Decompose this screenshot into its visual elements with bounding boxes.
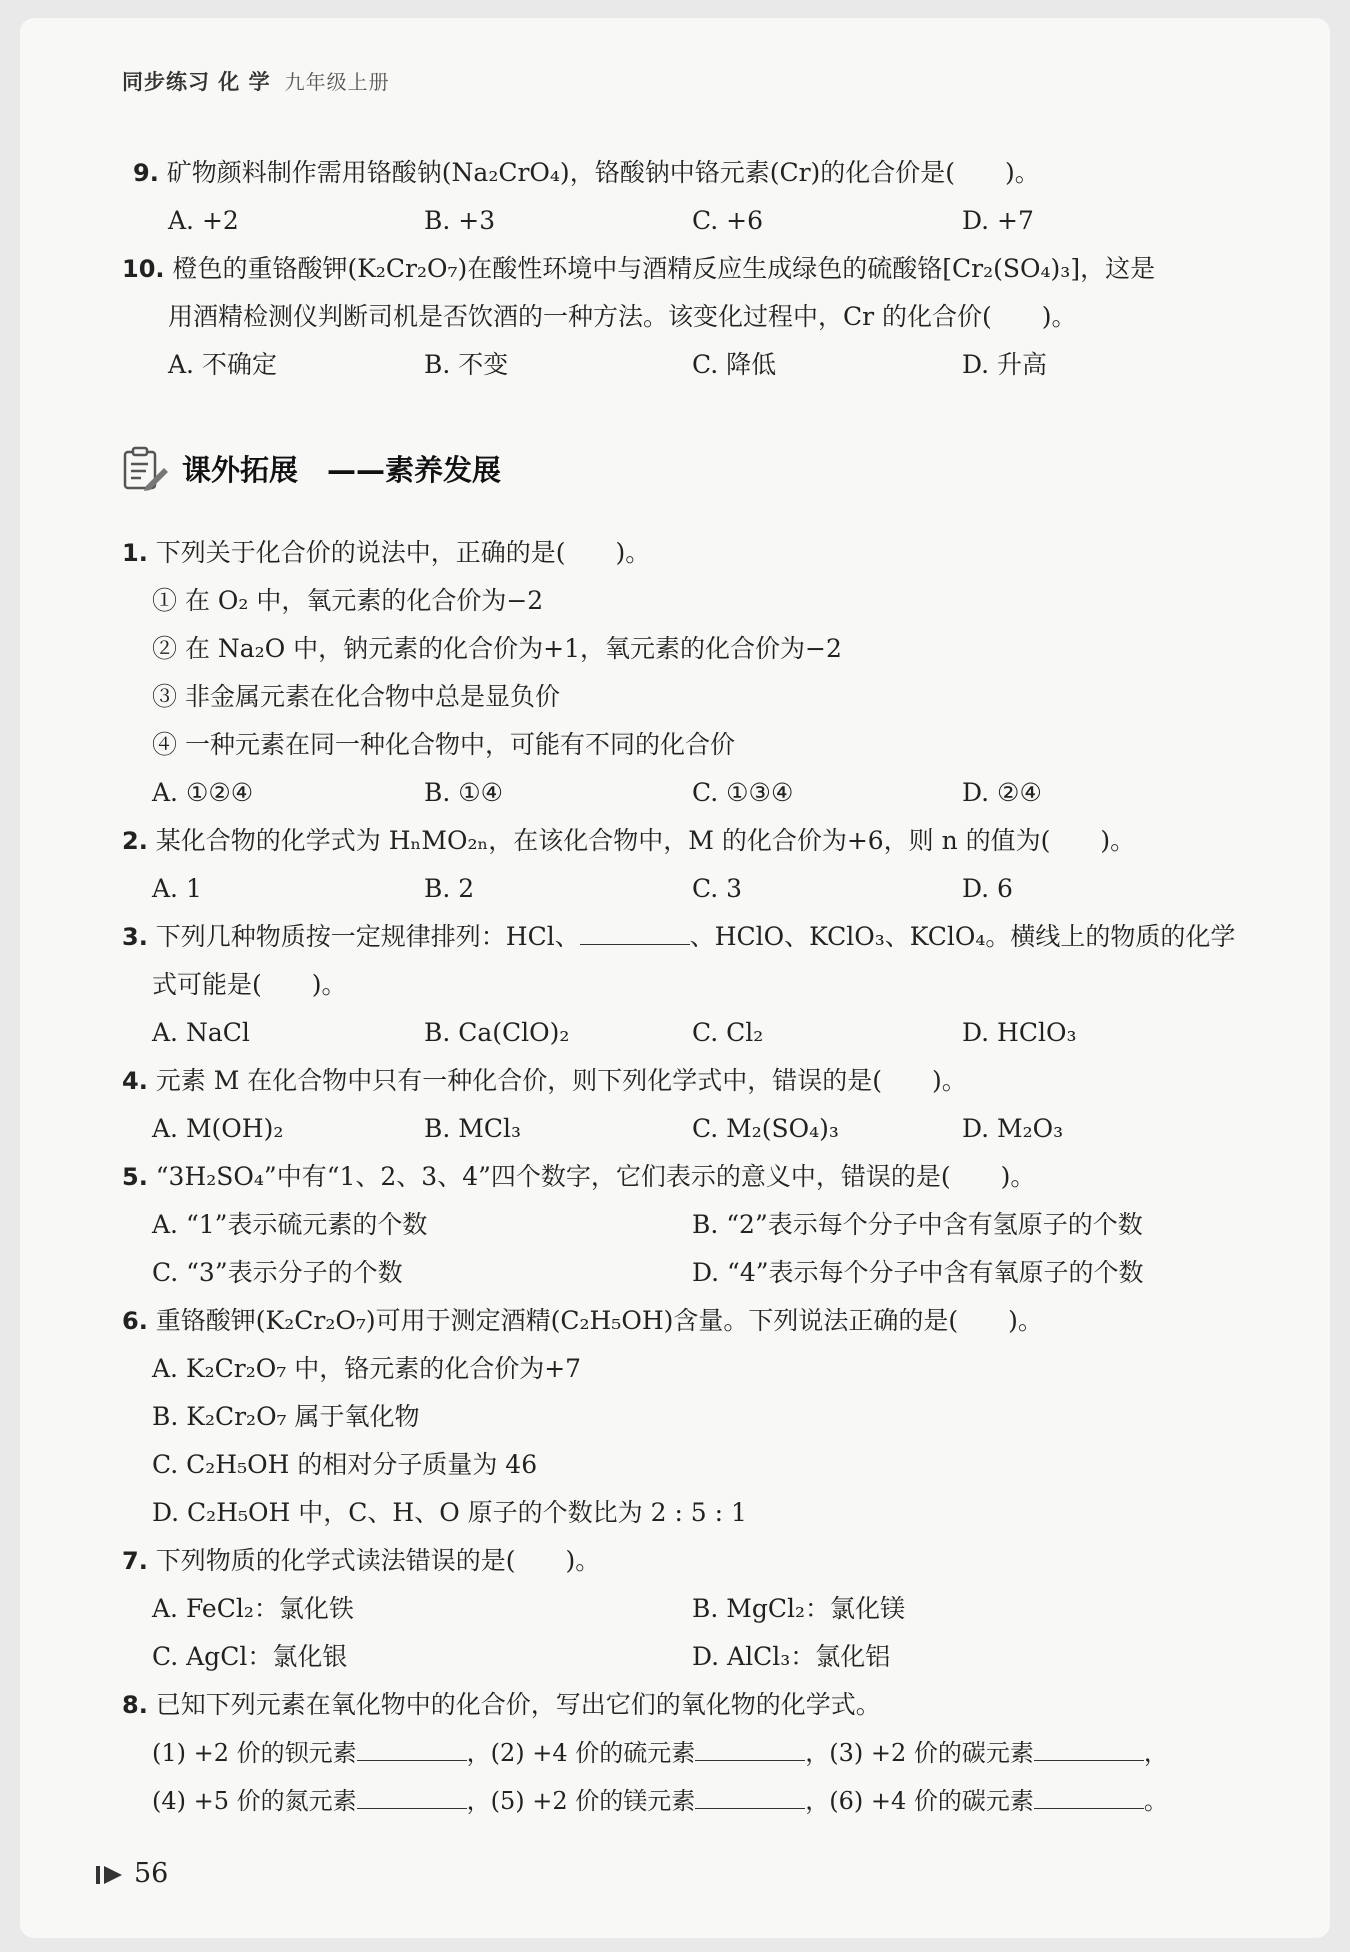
prompt-6: ，(6) +4 价的碳元素 xyxy=(805,1787,1034,1815)
option-c: C. Cl₂ xyxy=(692,1018,764,1047)
option-c: C. “3”表示分子的个数 xyxy=(152,1258,403,1287)
option-b: B. MCl₃ xyxy=(424,1114,522,1143)
answer-blank-6[interactable] xyxy=(1034,1786,1144,1809)
punctuation: ， xyxy=(1143,1739,1168,1767)
option-d: D. 6 xyxy=(962,874,1013,903)
question-text: 已知下列元素在氧化物中的化合价，写出它们的氧化物的化学式。 xyxy=(155,1690,881,1719)
exercise-6 xyxy=(122,1306,1043,1336)
exercise-2 xyxy=(122,826,1135,856)
option-c: C. AgCl：氯化银 xyxy=(152,1642,348,1671)
option-c: C. M₂(SO₄)₃ xyxy=(692,1114,839,1143)
question-10-line2: 用酒精检测仪判断司机是否饮酒的一种方法。该变化过程中，Cr 的化合价( )。 xyxy=(168,302,1077,331)
question-text: 某化合物的化学式为 HₙMO₂ₙ，在该化合物中，M 的化合价为+6，则 n 的值为( )。 xyxy=(155,826,1136,855)
option-a: A. +2 xyxy=(168,206,239,235)
question-text: 元素 M 在化合物中只有一种化合价，则下列化学式中，错误的是( )。 xyxy=(155,1066,967,1095)
question-number: 6. xyxy=(122,1307,148,1335)
option-a: A. “1”表示硫元素的个数 xyxy=(152,1210,428,1239)
statement-2: ② 在 Na₂O 中，钠元素的化合价为+1，氧元素的化合价为−2 xyxy=(152,634,842,663)
answer-blank[interactable] xyxy=(580,922,690,945)
question-text: 下列物质的化学式读法错误的是( )。 xyxy=(155,1546,601,1575)
option-d: D. ②④ xyxy=(962,778,1042,807)
question-number: 2. xyxy=(122,827,148,855)
option-b: B. “2”表示每个分子中含有氢原子的个数 xyxy=(692,1210,1143,1239)
question-number: 3. xyxy=(122,923,148,951)
option-d: D. 升高 xyxy=(962,350,1048,379)
option-b: B. 2 xyxy=(424,874,475,903)
book-title: 同步练习 化 学 xyxy=(122,70,271,94)
question-text: 重铬酸钾(K₂Cr₂O₇)可用于测定酒精(C₂H₅OH)含量。下列说法正确的是( )。 xyxy=(155,1306,1043,1335)
option-d: D. “4”表示每个分子中含有氧原子的个数 xyxy=(692,1258,1144,1287)
option-d: D. M₂O₃ xyxy=(962,1114,1064,1143)
statement-1: ① 在 O₂ 中，氧元素的化合价为−2 xyxy=(152,586,544,615)
exercise-3-line2: 式可能是( )。 xyxy=(152,970,347,999)
punctuation: 。 xyxy=(1143,1787,1168,1815)
option-c: C. 降低 xyxy=(692,350,777,379)
option-a: A. NaCl xyxy=(152,1018,250,1047)
option-c: C. +6 xyxy=(692,206,763,235)
question-number: 9. xyxy=(133,159,159,187)
option-b: B. MgCl₂：氯化镁 xyxy=(692,1594,906,1623)
question-9 xyxy=(133,158,1040,188)
exercise-4 xyxy=(122,1066,967,1096)
question-number: 10. xyxy=(122,255,165,283)
option-d: D. C₂H₅OH 中，C、H、O 原子的个数比为 2 : 5 : 1 xyxy=(152,1498,747,1527)
answer-blank-1[interactable] xyxy=(357,1738,467,1761)
prompt-4: (4) +5 价的氮元素 xyxy=(152,1787,357,1815)
option-b: B. Ca(ClO)₂ xyxy=(424,1018,570,1047)
question-number: 7. xyxy=(122,1547,148,1575)
prompt-1: (1) +2 价的钡元素 xyxy=(152,1739,357,1767)
option-b: B. 不变 xyxy=(424,350,509,379)
prompt-5: ，(5) +2 价的镁元素 xyxy=(466,1787,696,1815)
statement-4: ④ 一种元素在同一种化合物中，可能有不同的化合价 xyxy=(152,730,735,759)
question-text: 下列关于化合价的说法中，正确的是( )。 xyxy=(155,538,651,567)
exercise-8-row1 xyxy=(152,1738,1168,1768)
option-b: B. ①④ xyxy=(424,778,504,807)
page-footer xyxy=(96,1858,168,1889)
question-text: 橙色的重铬酸钾(K₂Cr₂O₇)在酸性环境中与酒精反应生成绿色的硫酸铬[Cr₂(SO₄)₃]，这是 xyxy=(172,254,1156,283)
option-a: A. M(OH)₂ xyxy=(152,1114,284,1143)
option-c: C. C₂H₅OH 的相对分子质量为 46 xyxy=(152,1450,538,1479)
option-d: D. +7 xyxy=(962,206,1034,235)
question-text: “3H₂SO₄”中有“1、2、3、4”四个数字，它们表示的意义中，错误的是( )。 xyxy=(155,1162,1036,1191)
page-number: 56 xyxy=(134,1858,169,1889)
option-a: A. ①②④ xyxy=(152,778,254,807)
section-title: 课外拓展 ——素养发展 xyxy=(182,453,502,487)
prompt-2: ，(2) +4 价的硫元素 xyxy=(466,1739,696,1767)
option-c: C. ①③④ xyxy=(692,778,794,807)
option-b: B. K₂Cr₂O₇ 属于氧化物 xyxy=(152,1402,420,1431)
question-number: 4. xyxy=(122,1067,148,1095)
exercise-3 xyxy=(122,922,1235,952)
exercise-8 xyxy=(122,1690,881,1720)
exercise-5 xyxy=(122,1162,1035,1192)
answer-blank-3[interactable] xyxy=(1034,1738,1144,1761)
question-number: 8. xyxy=(122,1691,148,1719)
page-header xyxy=(122,66,390,96)
grade-label: 九年级上册 xyxy=(284,70,390,94)
option-b: B. +3 xyxy=(424,206,496,235)
option-d: D. AlCl₃：氯化铝 xyxy=(692,1642,891,1671)
answer-blank-5[interactable] xyxy=(695,1786,805,1809)
option-a: A. FeCl₂：氯化铁 xyxy=(152,1594,354,1623)
page-marker-icon xyxy=(96,1864,126,1886)
exercise-7 xyxy=(122,1546,600,1576)
prompt-3: ，(3) +2 价的碳元素 xyxy=(805,1739,1034,1767)
exercise-1 xyxy=(122,538,650,568)
question-text: 下列几种物质按一定规律排列：HCl、 xyxy=(155,922,580,951)
exercise-8-row2 xyxy=(152,1786,1168,1816)
option-a: A. K₂Cr₂O₇ 中，铬元素的化合价为+7 xyxy=(152,1354,582,1383)
option-d: D. HClO₃ xyxy=(962,1018,1077,1047)
question-text: 矿物颜料制作需用铬酸钠(Na₂CrO₄)，铬酸钠中铬元素(Cr)的化合价是( )。 xyxy=(166,158,1040,187)
option-a: A. 不确定 xyxy=(168,350,277,379)
answer-blank-4[interactable] xyxy=(357,1786,467,1809)
option-c: C. 3 xyxy=(692,874,743,903)
statement-3: ③ 非金属元素在化合物中总是显负价 xyxy=(152,682,560,711)
option-a: A. 1 xyxy=(152,874,202,903)
question-text-continued: 、HClO、KClO₃、KClO₄。横线上的物质的化学 xyxy=(689,922,1236,951)
question-10 xyxy=(122,254,1155,284)
question-number: 1. xyxy=(122,539,148,567)
clipboard-pencil-icon xyxy=(122,446,170,492)
question-number: 5. xyxy=(122,1163,148,1191)
answer-blank-2[interactable] xyxy=(695,1738,805,1761)
